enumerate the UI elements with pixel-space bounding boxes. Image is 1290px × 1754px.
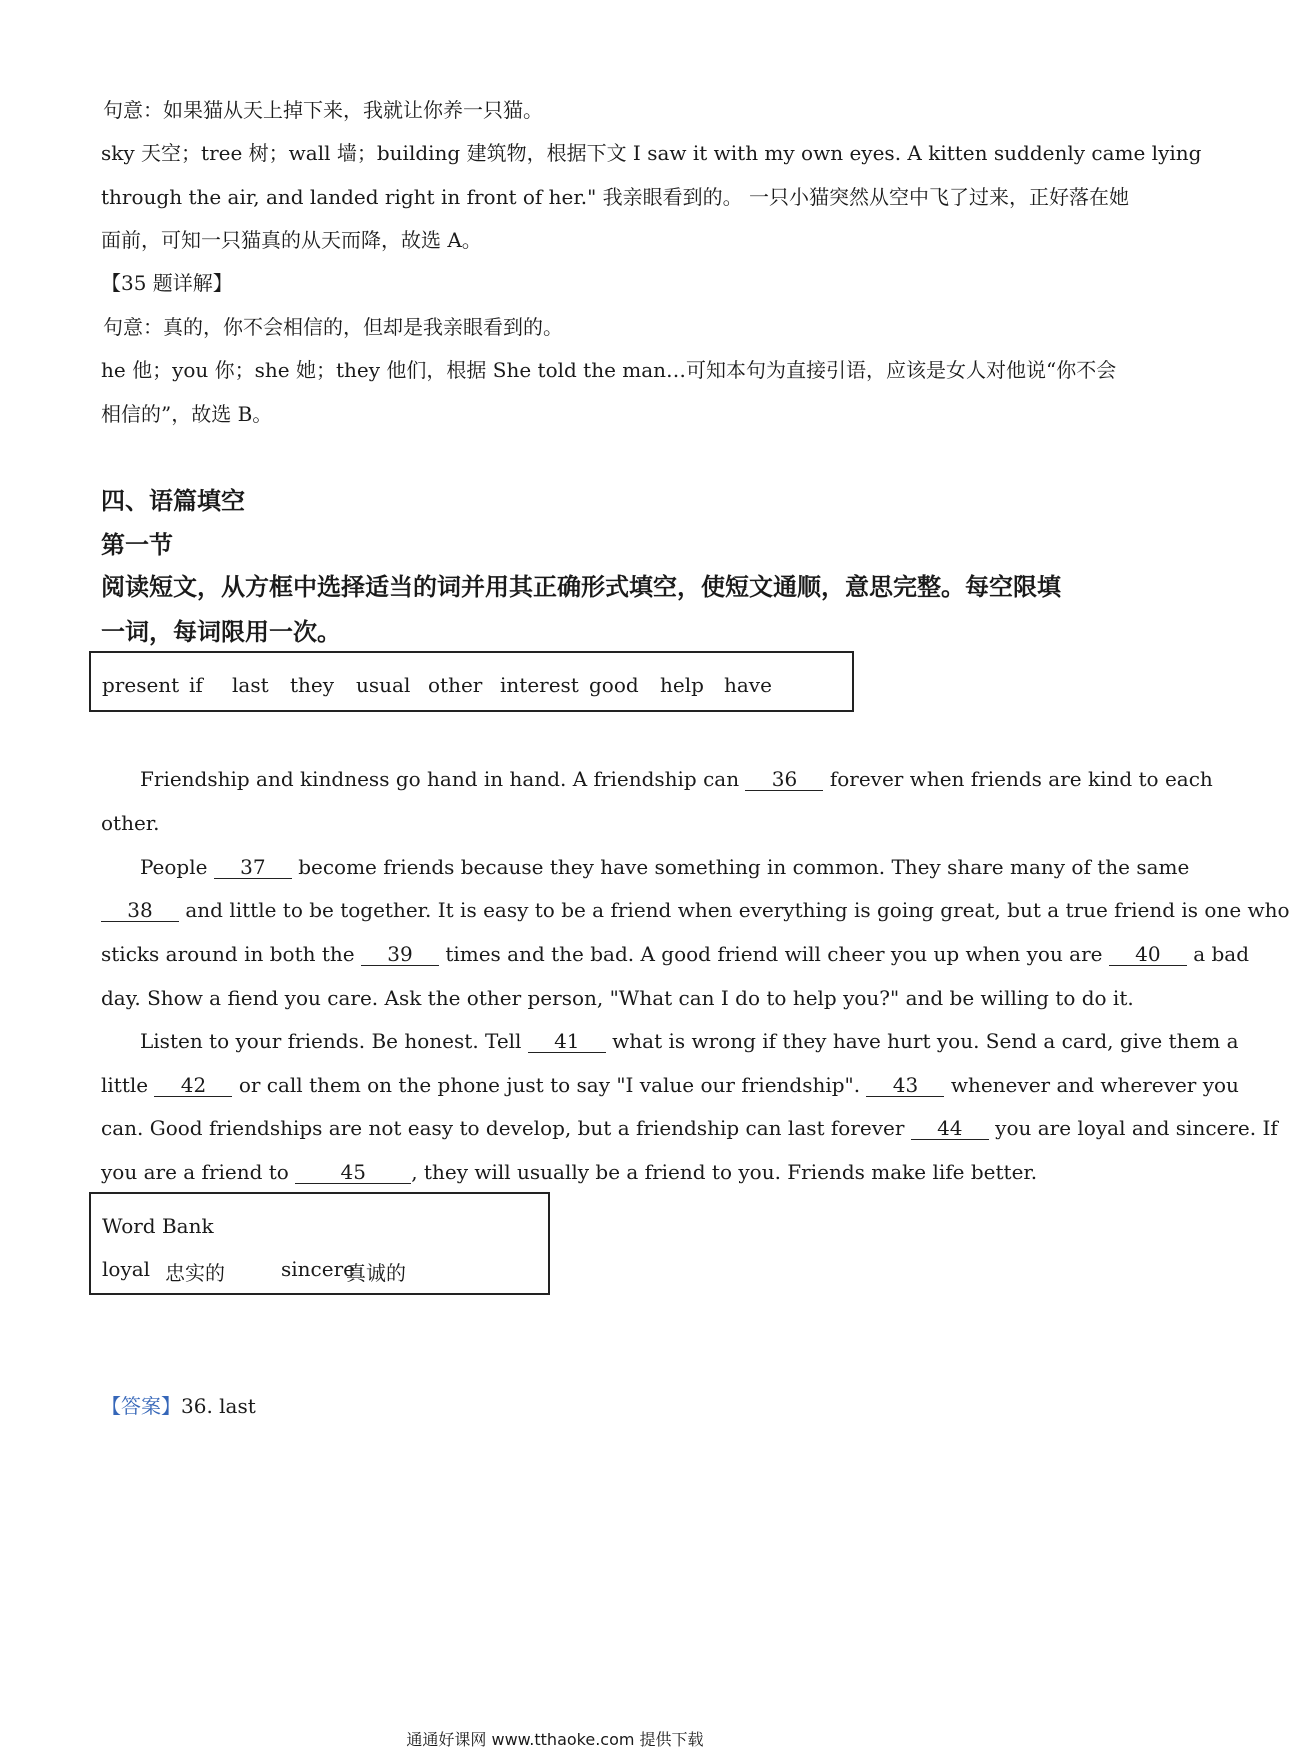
- word-box-item: last: [232, 673, 269, 697]
- passage-line: other.: [101, 811, 160, 835]
- passage-text: whenever and wherever you: [950, 1073, 1239, 1097]
- passage-text: , they will usually be a friend to you. Friends make life better.: [411, 1160, 1038, 1184]
- q35-meaning: 句意：真的，你不会相信的，但却是我亲眼看到的。: [103, 315, 563, 339]
- word-box-item: present: [102, 673, 180, 697]
- q34-explanation-line: through the air, and landed right in front of her." 我亲眼看到的。 一只小猫突然从空中飞了过来，正好落在她: [101, 185, 1130, 209]
- instruction-line: 一词，每词限用一次。: [101, 617, 341, 646]
- word-bank-meaning: 真诚的: [346, 1261, 406, 1285]
- passage-text: People: [140, 855, 208, 879]
- blank-41: 41: [528, 1031, 606, 1053]
- passage-line: [101, 1075, 1239, 1097]
- blank-39: 39: [361, 944, 439, 966]
- page-footer: 通通好课网 www.tthaoke.com 提供下载: [406, 1730, 704, 1749]
- passage-text: you are a friend to: [101, 1160, 289, 1184]
- word-box-item: have: [724, 673, 772, 697]
- blank-37: 37: [214, 857, 292, 879]
- passage-line: [101, 944, 1249, 966]
- passage-line: [140, 1031, 1239, 1053]
- q35-explanation-line: 相信的”，故选 B。: [101, 402, 273, 426]
- passage-text: Listen to your friends. Be honest. Tell: [140, 1029, 522, 1053]
- word-box-item: if: [189, 673, 203, 697]
- passage-line: [101, 900, 1290, 922]
- passage-text: forever when friends are kind to each: [829, 767, 1213, 791]
- word-bank-title: Word Bank: [102, 1214, 214, 1238]
- passage-line: day. Show a fiend you care. Ask the other person, "What can I do to help you?" and be willing to do it.: [101, 986, 1134, 1010]
- q34-explanation-line: 面前，可知一只猫真的从天而降，故选 A。: [101, 228, 482, 252]
- blank-36: 36: [745, 769, 823, 791]
- passage-text: times and the bad. A good friend will cheer you up when you are: [445, 942, 1103, 966]
- blank-38: 38: [101, 900, 179, 922]
- passage-text: you are loyal and sincere. If: [995, 1116, 1278, 1140]
- q34-explanation-line: sky 天空；tree 树；wall 墙；building 建筑物，根据下文 I saw it with my own eyes. A kitten suddenly came lying: [101, 141, 1202, 165]
- passage-line: [140, 769, 1213, 791]
- passage-text: Friendship and kindness go hand in hand. A friendship can: [140, 767, 740, 791]
- answer-line: [101, 1396, 256, 1416]
- blank-44: 44: [911, 1118, 989, 1140]
- passage-text: and little to be together. It is easy to be a friend when everything is going great, but a true friend is one who: [185, 898, 1290, 922]
- blank-43: 43: [866, 1075, 944, 1097]
- word-box-item: other: [428, 673, 483, 697]
- word-bank-meaning: 忠实的: [165, 1261, 225, 1285]
- passage-text: what is wrong if they have hurt you. Send a card, give them a: [612, 1029, 1239, 1053]
- word-box-item: they: [290, 673, 335, 697]
- q35-heading: 【35 题详解】: [101, 271, 233, 295]
- word-box-item: help: [660, 673, 704, 697]
- word-bank-box: [89, 1192, 550, 1295]
- blank-45: 45: [295, 1162, 411, 1184]
- blank-42: 42: [154, 1075, 232, 1097]
- passage-text: can. Good friendships are not easy to develop, but a friendship can last forever: [101, 1116, 905, 1140]
- passage-line: [101, 1162, 1037, 1184]
- word-box-item: good: [589, 673, 639, 697]
- passage-text: sticks around in both the: [101, 942, 355, 966]
- passage-line: [101, 1118, 1278, 1140]
- answer-text: 36. last: [181, 1394, 256, 1418]
- section-title: 四、语篇填空: [101, 486, 245, 515]
- word-box: [89, 651, 854, 712]
- answer-tag: 【答案】: [101, 1394, 181, 1418]
- passage-text: or call them on the phone just to say "I value our friendship".: [238, 1073, 861, 1097]
- passage-text: little: [101, 1073, 149, 1097]
- q35-explanation-line: he 他；you 你；she 她；they 他们，根据 She told the man…可知本句为直接引语，应该是女人对他说“你不会: [101, 358, 1117, 382]
- passage-text: a bad: [1193, 942, 1250, 966]
- word-box-item: usual: [356, 673, 411, 697]
- section-subtitle: 第一节: [101, 530, 173, 559]
- word-bank-word: sincere: [281, 1257, 355, 1281]
- word-bank-word: loyal: [102, 1257, 151, 1281]
- blank-40: 40: [1109, 944, 1187, 966]
- instruction-line: 阅读短文，从方框中选择适当的词并用其正确形式填空，使短文通顺，意思完整。每空限填: [101, 572, 1061, 601]
- word-box-item: interest: [500, 673, 579, 697]
- passage-text: become friends because they have something in common. They share many of the same: [298, 855, 1190, 879]
- passage-line: [140, 857, 1189, 879]
- q34-meaning: 句意：如果猫从天上掉下来，我就让你养一只猫。: [103, 98, 543, 122]
